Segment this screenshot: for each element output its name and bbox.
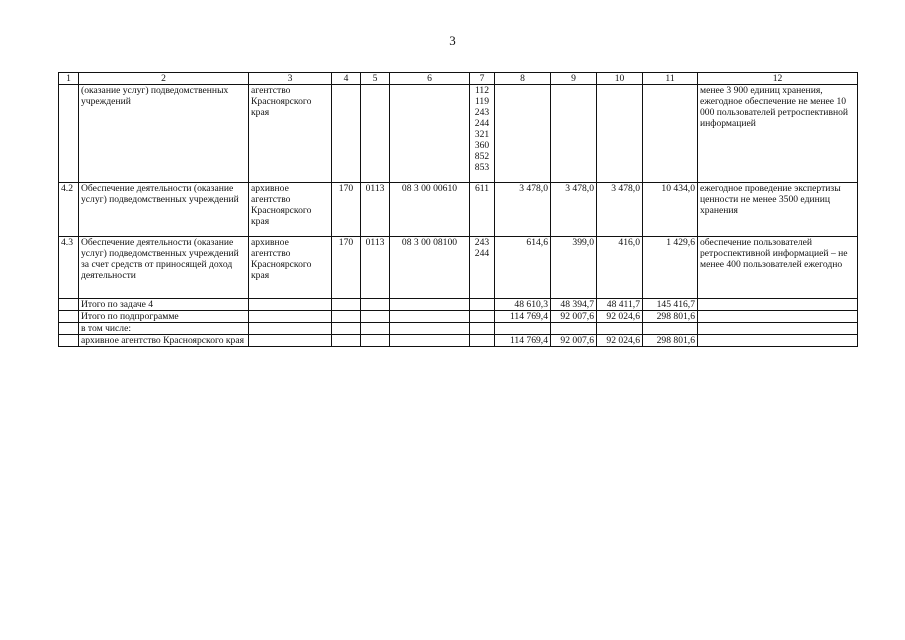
summary-row	[59, 323, 858, 335]
column-number: 9	[551, 73, 597, 85]
row-result: ежегодное проведение экспертизы ценности не менее 3500 единиц хранения	[698, 183, 858, 237]
summary-label: архивное агентство Красноярского края	[79, 335, 249, 347]
row-name: Обеспечение деятельности (оказание услуг) подведомственных учреждений за счет средств от приносящей доход деятельности	[79, 237, 249, 299]
summary-year2: 48 394,7	[551, 299, 597, 311]
summary-total: 298 801,6	[643, 311, 698, 323]
column-number: 2	[79, 73, 249, 85]
row-result: менее 3 900 единиц хранения, ежегодное обеспечение не менее 10 000 пользователей ретроспективной информацией	[698, 85, 858, 183]
row-agency: архивное агентство Красноярского края	[249, 237, 332, 299]
row-grbs: 170	[332, 237, 361, 299]
summary-label: Итого по подпрограмме	[79, 311, 249, 323]
row-year1: 3 478,0	[495, 183, 551, 237]
summary-year1: 48 610,3	[495, 299, 551, 311]
row-csr: 08 3 00 08100	[390, 237, 470, 299]
column-number: 5	[361, 73, 390, 85]
row-total: 1 429,6	[643, 237, 698, 299]
row-year2: 399,0	[551, 237, 597, 299]
row-vr: 611	[470, 183, 495, 237]
summary-row	[59, 299, 858, 311]
row-total: 10 434,0	[643, 183, 698, 237]
row-name: (оказание услуг) подведомственных учреждений	[79, 85, 249, 183]
summary-total: 298 801,6	[643, 335, 698, 347]
row-number: 4.2	[59, 183, 79, 237]
row-name: Обеспечение деятельности (оказание услуг) подведомственных учреждений	[79, 183, 249, 237]
row-year3: 3 478,0	[597, 183, 643, 237]
summary-total: 145 416,7	[643, 299, 698, 311]
summary-year2	[551, 323, 597, 335]
row-number: 4.3	[59, 237, 79, 299]
summary-year3: 48 411,7	[597, 299, 643, 311]
row-vr: 243 244	[470, 237, 495, 299]
summary-year3: 92 024,6	[597, 311, 643, 323]
budget-table	[58, 72, 858, 347]
row-year3: 416,0	[597, 237, 643, 299]
summary-row	[59, 335, 858, 347]
summary-year3: 92 024,6	[597, 335, 643, 347]
row-rzpr: 0113	[361, 237, 390, 299]
summary-year1	[495, 323, 551, 335]
column-number: 8	[495, 73, 551, 85]
summary-year1: 114 769,4	[495, 335, 551, 347]
row-year2: 3 478,0	[551, 183, 597, 237]
table-row	[59, 237, 858, 299]
column-number: 1	[59, 73, 79, 85]
row-agency: агентство Красноярского края	[249, 85, 332, 183]
row-grbs: 170	[332, 183, 361, 237]
summary-year3	[597, 323, 643, 335]
column-number: 12	[698, 73, 858, 85]
summary-row	[59, 311, 858, 323]
row-csr: 08 3 00 00610	[390, 183, 470, 237]
summary-year2: 92 007,6	[551, 335, 597, 347]
row-number	[59, 85, 79, 183]
summary-label: Итого по задаче 4	[79, 299, 249, 311]
page-number: 3	[449, 33, 456, 48]
summary-year2: 92 007,6	[551, 311, 597, 323]
row-vr-codes: 112 119 243 244 321 360 852 853	[470, 85, 495, 183]
column-number-row	[59, 73, 858, 85]
column-number: 6	[390, 73, 470, 85]
row-rzpr: 0113	[361, 183, 390, 237]
row-result: обеспечение пользователей ретроспективной информацией – не менее 400 пользователей ежегодно	[698, 237, 858, 299]
table-row	[59, 183, 858, 237]
summary-label: в том числе:	[79, 323, 249, 335]
column-number: 4	[332, 73, 361, 85]
summary-total	[643, 323, 698, 335]
column-number: 10	[597, 73, 643, 85]
column-number: 3	[249, 73, 332, 85]
column-number: 7	[470, 73, 495, 85]
row-year1: 614,6	[495, 237, 551, 299]
table-row-continuation	[59, 85, 858, 183]
summary-year1: 114 769,4	[495, 311, 551, 323]
column-number: 11	[643, 73, 698, 85]
row-agency: архивное агентство Красноярского края	[249, 183, 332, 237]
